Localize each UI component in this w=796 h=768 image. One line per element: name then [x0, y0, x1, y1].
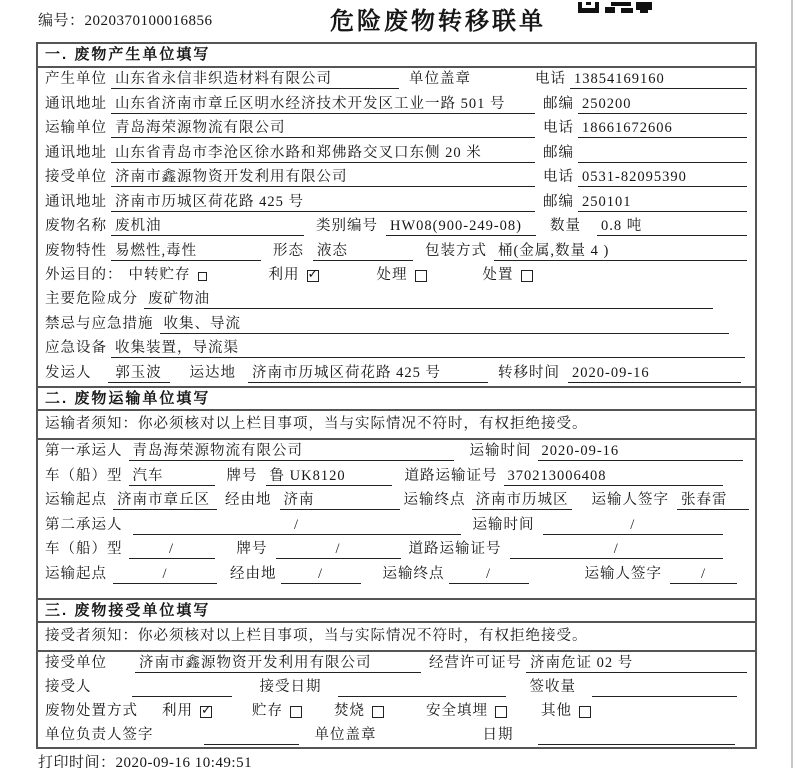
row-acceptor	[38, 676, 755, 700]
section2-bottom-gap	[38, 587, 755, 598]
label-address: 通讯地址	[45, 193, 107, 210]
field-receiver-address: 济南市历城区荷花路 425 号	[111, 193, 535, 212]
label-taboo-measures: 禁忌与应急措施	[45, 315, 154, 332]
label-zip: 邮编	[543, 95, 574, 112]
label-received-quantity: 签收量	[529, 678, 576, 695]
label-receiver-unit: 接受单位	[45, 169, 107, 186]
field-packing: 桶(金属,数量 4 )	[494, 242, 747, 261]
label-phone: 电话	[535, 71, 566, 88]
option-landfill-label: 安全填埋	[426, 702, 488, 719]
label-road-permit: 道路运输证号	[408, 541, 502, 558]
field-via-2: /	[281, 565, 361, 584]
label-transport-time: 运输时间	[469, 443, 532, 460]
label-date: 日期	[482, 726, 514, 743]
field-second-carrier: /	[133, 516, 461, 535]
section2-heading: 二. 废物运输单位填写	[38, 386, 755, 411]
field-accept-unit: 济南市鑫源物资开发利用有限公司	[135, 654, 421, 673]
field-via: 济南	[280, 491, 400, 510]
form-title: 危险废物转移联单	[330, 8, 546, 35]
field-transport-zip	[578, 144, 747, 163]
row-route-2	[38, 562, 755, 587]
checkbox-utilize	[200, 702, 212, 718]
label-responsible-signature: 单位负责人签字	[45, 726, 154, 743]
field-responsible-signature	[204, 726, 299, 745]
field-carrier-signature-2: /	[670, 565, 737, 584]
label-accept-unit: 接受单位	[45, 654, 107, 671]
label-destination: 运达地	[189, 364, 236, 381]
print-time	[38, 751, 252, 768]
label-phone: 电话	[543, 120, 574, 137]
checkbox-incineration	[372, 706, 384, 718]
label-carrier-signature: 运输人签字	[591, 492, 669, 509]
field-acceptor	[132, 678, 232, 697]
label-second-carrier: 第二承运人	[45, 516, 123, 533]
row-accept-unit	[38, 652, 755, 676]
label-hazard-component: 主要危险成分	[45, 291, 138, 308]
label-acceptor: 接受人	[45, 678, 92, 695]
row-vehicle-type-1	[38, 464, 755, 489]
checkbox-utilize	[307, 266, 319, 282]
row-transport-unit	[38, 117, 755, 141]
checkbox-dispose	[521, 270, 533, 282]
field-physical-form: 液态	[313, 242, 413, 261]
label-disposal-method: 废物处置方式	[45, 702, 138, 719]
label-quantity: 数量	[550, 218, 581, 235]
label-waste-name: 废物名称	[45, 218, 107, 235]
field-category-code: HW08(900-249-08)	[386, 217, 536, 236]
label-dispatcher: 发运人	[45, 364, 92, 381]
checkbox-landfill	[495, 706, 507, 718]
row-second-carrier	[38, 513, 755, 538]
label-via: 经由地	[230, 565, 277, 582]
qr-code-fragment-icon	[578, 0, 652, 18]
checkbox-transfer-storage	[198, 272, 207, 281]
field-date	[538, 726, 736, 745]
checkbox-treat	[415, 270, 427, 282]
field-vehicle-type: 汽车	[129, 467, 215, 486]
serial-value: 2020370100016856	[84, 13, 213, 29]
checkmark-icon: ✓	[201, 702, 212, 718]
checkbox-storage	[290, 706, 302, 718]
field-producer-zip: 250200	[578, 95, 747, 114]
label-transfer-time: 转移时间	[498, 364, 560, 381]
field-carrier-signature: 张春雷	[677, 491, 749, 510]
field-operating-license: 济南危证 02 号	[526, 654, 747, 673]
label-unit-stamp: 单位盖章	[409, 71, 471, 88]
label-vehicle-type: 车（船）型	[45, 541, 123, 558]
field-hazard-component: 废矿物油	[144, 290, 713, 309]
label-waste-property: 废物特性	[45, 242, 107, 259]
row-receiver-unit	[38, 166, 755, 190]
row-taboo-measures	[38, 312, 755, 336]
field-vehicle-type-2: /	[129, 540, 215, 559]
label-vehicle-type: 车（船）型	[45, 467, 123, 484]
field-received-quantity	[592, 678, 737, 697]
row-responsible-signature	[38, 724, 755, 748]
section3-heading: 三. 废物接受单位填写	[38, 598, 755, 623]
field-quantity: 0.8 吨	[597, 217, 747, 236]
field-transport-time-2: /	[543, 516, 724, 535]
row-transport-address	[38, 141, 755, 165]
section3-notice: 接受者须知：你必须核对以上栏目事项，当与实际情况不符时，有权拒绝接受。	[38, 623, 755, 652]
label-packing: 包装方式	[425, 242, 487, 259]
label-via: 经由地	[225, 492, 272, 509]
field-dispatcher: 郭玉波	[108, 364, 170, 383]
label-category-code: 类别编号	[316, 218, 378, 235]
row-hazard-component	[38, 288, 755, 312]
row-emergency-equipment	[38, 337, 755, 361]
row-producer-address	[38, 92, 755, 116]
label-address: 通讯地址	[45, 144, 107, 161]
checkbox-other	[579, 706, 591, 718]
serial-label: 编号：	[38, 13, 85, 29]
section3-rows	[38, 652, 755, 748]
label-origin: 运输起点	[45, 565, 107, 582]
field-road-permit: 370213006408	[504, 467, 724, 486]
option-treat-label: 处理	[376, 266, 408, 283]
field-receiver-unit: 济南市鑫源物资开发利用有限公司	[111, 168, 535, 187]
field-terminus: 济南市历城区	[472, 491, 572, 510]
field-waste-property: 易燃性,毒性	[111, 242, 261, 261]
label-zip: 邮编	[543, 144, 574, 161]
serial-number	[38, 9, 213, 30]
field-plate-number: 鲁 UK8120	[266, 467, 392, 486]
label-plate-number: 牌号	[236, 541, 268, 558]
row-disposal-method	[38, 700, 755, 724]
field-waste-name: 废机油	[111, 217, 304, 236]
field-terminus-2: /	[449, 565, 529, 584]
option-utilize-label: 利用	[268, 266, 300, 283]
field-accept-date	[338, 678, 506, 697]
field-destination: 济南市历城区荷花路 425 号	[248, 364, 488, 383]
label-operating-license: 经营许可证号	[429, 654, 522, 671]
label-producer-unit: 产生单位	[45, 71, 107, 88]
field-transport-phone: 18661672606	[578, 119, 747, 138]
field-receiver-phone: 0531-82095390	[578, 168, 747, 187]
section1-heading: 一. 废物产生单位填写	[38, 44, 755, 68]
row-vehicle-type-2	[38, 538, 755, 563]
field-taboo-measures: 收集、导流	[160, 315, 730, 334]
field-producer-unit: 山东省永信非织造材料有限公司	[111, 70, 399, 89]
row-waste-name	[38, 215, 755, 239]
label-terminus: 运输终点	[403, 492, 466, 509]
field-transfer-time: 2020-09-16	[568, 364, 741, 383]
row-producer-unit	[38, 68, 755, 92]
field-receiver-zip: 250101	[578, 193, 747, 212]
option-utilize-label: 利用	[162, 702, 193, 719]
section2-notice: 运输者须知：你必须核对以上栏目事项，当与实际情况不符时，有权拒绝接受。	[38, 411, 755, 440]
field-transport-time: 2020-09-16	[538, 442, 744, 461]
label-road-permit: 道路运输证号	[404, 467, 498, 484]
label-phone: 电话	[543, 169, 574, 186]
field-first-carrier: 青岛海荣源物流有限公司	[129, 442, 454, 461]
label-carrier-signature: 运输人签字	[584, 565, 662, 582]
row-outbound-purpose	[38, 264, 755, 288]
print-time-label: 打印时间：	[38, 755, 116, 768]
option-incineration-label: 焚烧	[334, 702, 365, 719]
field-producer-phone: 13854169160	[570, 70, 747, 89]
field-origin: 济南市章丘区	[113, 491, 217, 510]
label-address: 通讯地址	[45, 95, 107, 112]
field-road-permit-2: /	[510, 540, 724, 559]
option-storage-label: 贮存	[252, 702, 283, 719]
checkmark-icon: ✓	[307, 266, 319, 282]
label-unit-stamp: 单位盖章	[314, 726, 377, 743]
field-producer-address: 山东省济南市章丘区明水经济技术开发区工业一路 501 号	[111, 95, 535, 114]
row-waste-property	[38, 239, 755, 263]
option-other-label: 其他	[541, 702, 572, 719]
label-outbound-purpose: 外运目的：	[45, 266, 123, 283]
row-dispatcher	[38, 361, 755, 385]
field-transport-address: 山东省青岛市李沧区徐水路和郑佛路交叉口东侧 20 米	[111, 144, 535, 163]
scan-edge-artifact	[791, 0, 793, 768]
label-origin: 运输起点	[45, 492, 107, 509]
field-origin-2: /	[113, 565, 217, 584]
section2-rows	[38, 440, 755, 598]
option-dispose-label: 处置	[482, 266, 514, 283]
label-terminus: 运输终点	[382, 565, 445, 582]
label-physical-form: 形态	[273, 242, 304, 259]
label-accept-date: 接受日期	[259, 678, 322, 695]
label-transport-unit: 运输单位	[45, 120, 107, 137]
field-plate-number-2: /	[276, 540, 401, 559]
label-zip: 邮编	[543, 193, 574, 210]
form-table	[36, 42, 757, 749]
section1-rows	[38, 68, 755, 386]
label-first-carrier: 第一承运人	[45, 443, 123, 460]
label-emergency-equipment: 应急设备	[45, 340, 107, 357]
label-transport-time: 运输时间	[472, 516, 535, 533]
field-emergency-equipment: 收集装置，导流渠	[111, 339, 745, 358]
row-route-1	[38, 489, 755, 514]
row-receiver-address	[38, 190, 755, 214]
label-plate-number: 牌号	[226, 467, 258, 484]
print-time-value: 2020-09-16 10:49:51	[115, 755, 253, 768]
field-transport-unit: 青岛海荣源物流有限公司	[111, 119, 535, 138]
row-first-carrier	[38, 440, 755, 465]
option-transfer-storage-label: 中转贮存	[128, 266, 191, 283]
